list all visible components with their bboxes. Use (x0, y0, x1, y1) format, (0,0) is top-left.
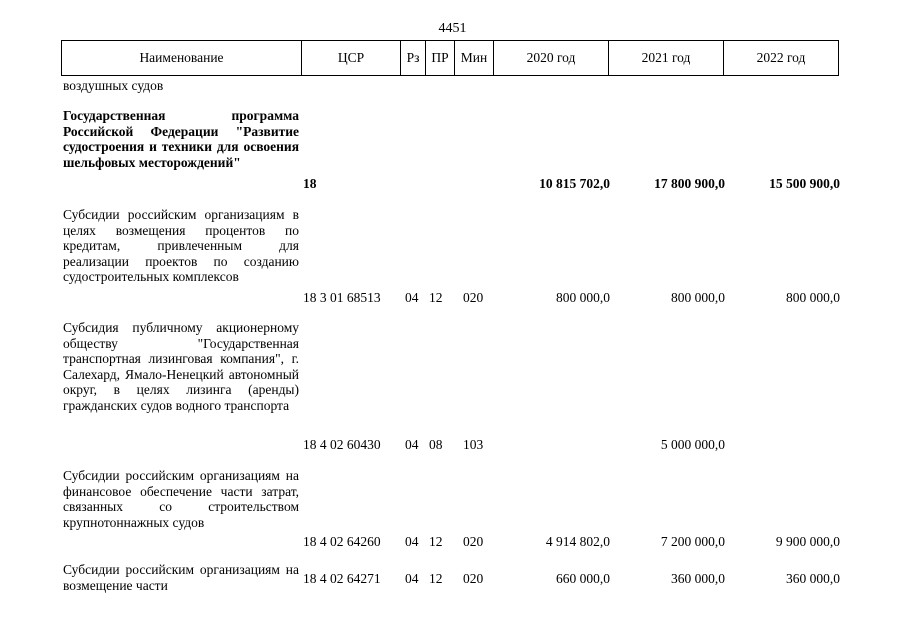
header-2022: 2022 год (756, 50, 806, 65)
row-rz: 04 (405, 437, 419, 452)
row-min: 103 (463, 437, 484, 452)
row-2021: 800 000,0 (671, 290, 725, 305)
row-csr: 18 (303, 176, 317, 191)
row-name: Субсидия публичному акционерному обществу "Государственная транспортная лизинговая компания", г. Салехард, Ямало-Ненецкий автономный округ, в целях лизинга (аренды) гражданских судов водного транспорта (63, 320, 299, 413)
header-min: Мин (455, 41, 494, 75)
row-name: Субсидии российским организациям в целях возмещения процентов по кредитам, привлеченным для реализации проектов по созданию судостроительных комплексов (63, 207, 299, 284)
header-rz: Рз (401, 41, 426, 75)
row-2020: 800 000,0 (556, 290, 610, 305)
row-min: 020 (463, 571, 484, 586)
row-name: Субсидии российским организациям на возмещение части (63, 562, 299, 593)
row-2022: 800 000,0 (786, 290, 840, 305)
page-number: 4451 (438, 21, 467, 36)
row-2020: 660 000,0 (556, 571, 610, 586)
row-2021: 5 000 000,0 (660, 437, 725, 452)
header-name: Наименование (62, 41, 302, 75)
continuation-text: воздушных судов (63, 78, 164, 93)
row-2022: 9 900 000,0 (775, 534, 840, 549)
row-2022: 360 000,0 (786, 571, 840, 586)
row-2020: 10 815 702,0 (539, 176, 610, 191)
header-csr: ЦСР (302, 41, 401, 75)
row-min: 020 (463, 290, 484, 305)
row-min: 020 (463, 534, 484, 549)
row-2021: 7 200 000,0 (660, 534, 725, 549)
header-2021: 2021 год (609, 41, 724, 75)
row-2021: 360 000,0 (671, 571, 725, 586)
row-pr: 12 (429, 534, 443, 549)
row-pr: 12 (429, 571, 443, 586)
row-pr: 08 (429, 437, 443, 452)
header-pr: ПР (426, 41, 455, 75)
row-pr: 12 (429, 290, 443, 305)
row-rz: 04 (405, 534, 419, 549)
row-csr: 18 3 01 68513 (303, 290, 381, 305)
row-rz: 04 (405, 290, 419, 305)
row-csr: 18 4 02 64271 (303, 571, 381, 586)
row-name: Государственная программа Российской Федерации "Развитие судостроения и техники для освоения шельфовых месторождений" (63, 108, 299, 170)
row-name: Субсидии российским организациям на финансовое обеспечение части затрат, связанных со строительством крупнотоннажных судов (63, 468, 299, 530)
row-2021: 17 800 900,0 (654, 176, 725, 191)
header-2020: 2020 год (494, 41, 609, 75)
row-2022: 15 500 900,0 (769, 176, 840, 191)
row-2020: 4 914 802,0 (545, 534, 610, 549)
row-rz: 04 (405, 571, 419, 586)
row-csr: 18 4 02 64260 (303, 534, 381, 549)
row-csr: 18 4 02 60430 (303, 437, 381, 452)
table-header (61, 40, 839, 76)
